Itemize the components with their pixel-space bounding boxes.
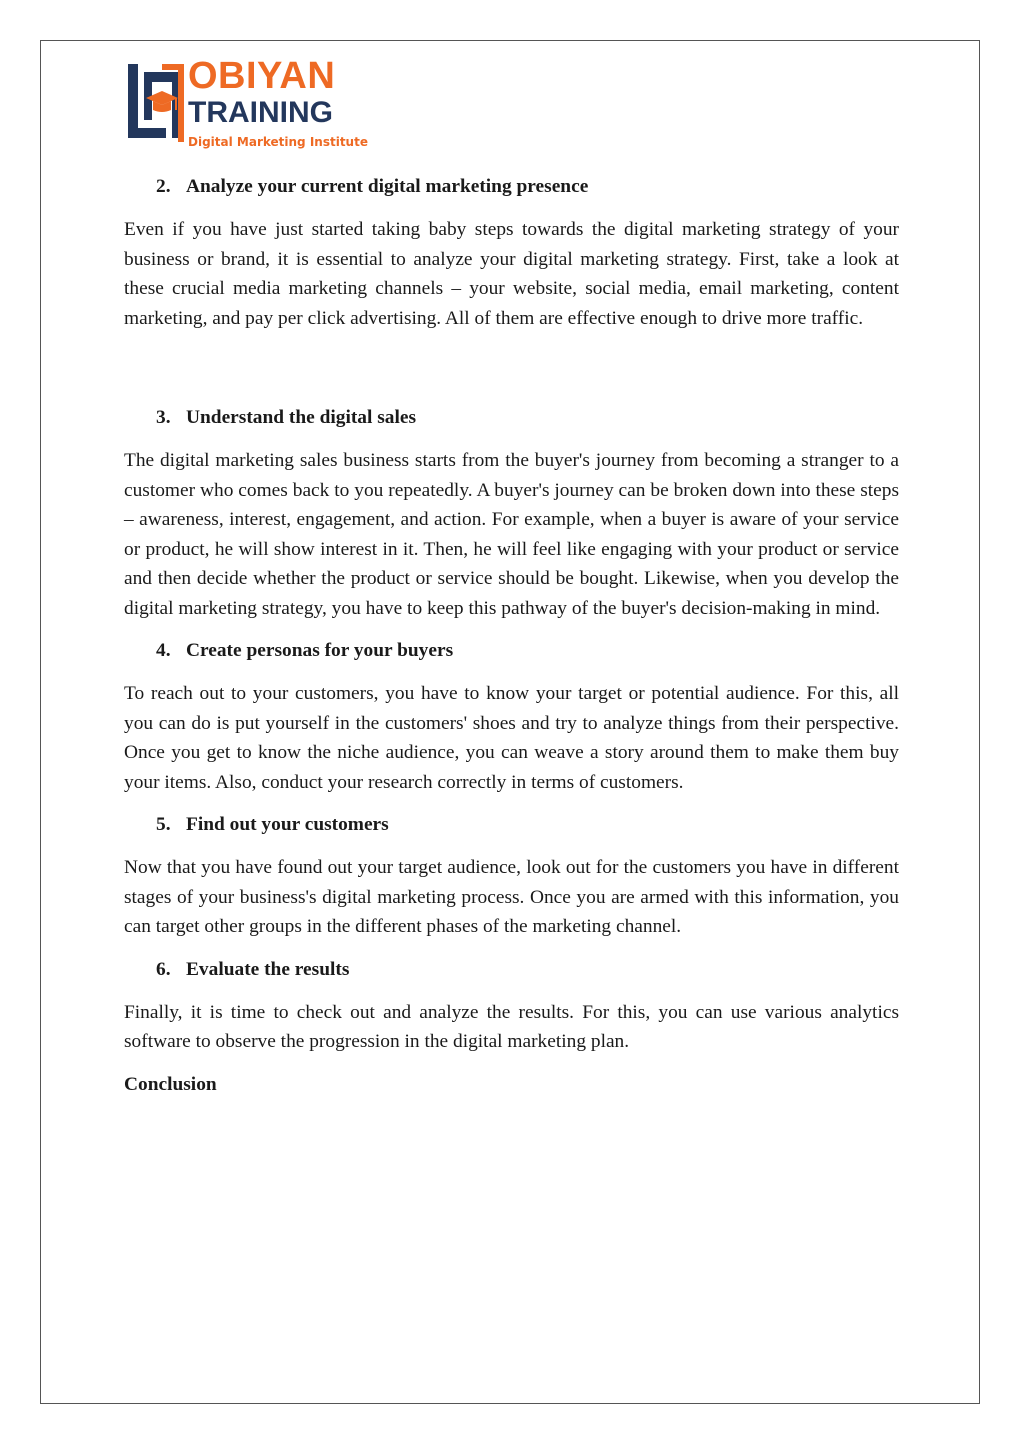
logo-name: OBIYAN [188,55,336,97]
section-paragraph: Finally, it is time to check out and analyze the results. For this, you can use various analytics software to observe the progression in the digital marketing plan. [124,1001,899,1052]
section-heading: 2. Analyze your current digital marketing presence [156,176,589,197]
document-body [124,172,899,1099]
section-paragraph: Even if you have just started taking baby steps towards the digital marketing strategy of your business or brand, it is essential to analyze your digital marketing strategy. First, take a look at these crucial media marketing channels – your website, social media, email marketing, content marketing, and pay per click advertising. All of them are effective enough to drive more traffic. [124,219,899,329]
section-heading: 4. Create personas for your buyers [156,640,454,661]
logo [122,55,372,158]
logo-tagline: Digital Marketing Institute [188,135,368,149]
graduation-cap-icon [122,58,186,150]
logo-subtitle: TRAINING [188,96,333,129]
conclusion-heading: Conclusion [124,1073,217,1095]
section-heading: 6. Evaluate the results [156,958,350,980]
section-heading: 3. Understand the digital sales [156,407,417,428]
section-paragraph: Now that you have found out your target audience, look out for the customers you have in different stages of your business's digital marketing process. Once you are armed with this information, you can target other groups in the different phases of the marketing channel. [124,857,899,937]
section-paragraph: To reach out to your customers, you have to know your target or potential audience. For this, all you can do is put yourself in the customers' shoes and try to analyze things from their perspective. Once you get to know the niche audience, you can weave a story around them to make them buy your items. Also, conduct your research correctly in terms of customers. [124,683,899,793]
section-heading: 5. Find out your customers [156,814,389,835]
section-paragraph: The digital marketing sales business starts from the buyer's journey from becoming a stranger to a customer who comes back to you repeatedly. A buyer's journey can be broken down into these steps – awareness, interest, engagement, and action. For example, when a buyer is aware of your service or product, he will show interest in it. Then, he will feel like engaging with your product or service and then decide whether the product or service should be bought. Likewise, when you develop the digital marketing strategy, you have to keep this pathway of the buyer's decision-making in mind. [124,450,899,619]
